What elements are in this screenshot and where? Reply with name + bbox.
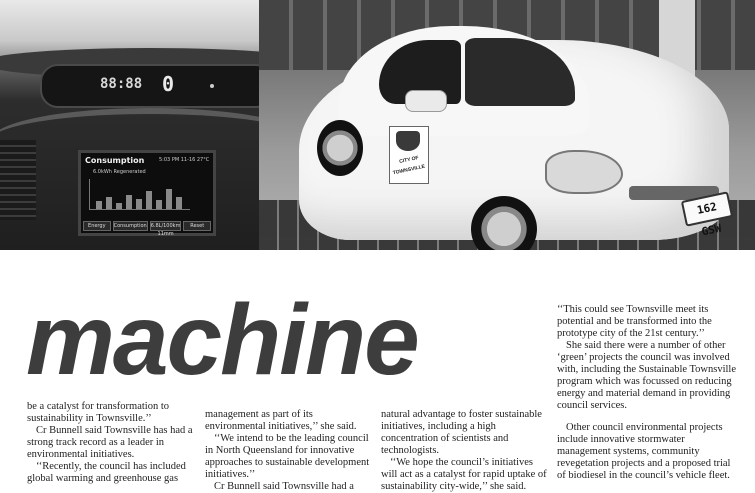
paragraph: Cr Bunnell said Townsville has had a strong track record as a leader in environmental initiatives. xyxy=(27,425,193,460)
air-vent-left xyxy=(0,140,36,220)
paragraph: ‘‘We intend to be the leading council in North Queensland for innovative approaches to sustainable development initiatives.’’ xyxy=(205,433,370,480)
paragraph: She said there were a number of other ‘green’ projects the council was involved with, including the Sustainable Townsville program which was focussed on reducing energy and material demand in providing council services. xyxy=(557,340,737,411)
article-column-1 xyxy=(27,401,197,485)
paragraph: Other council environmental projects include innovative stormwater management systems, community revegetation projects and a proposed trial of biodiesel in the council’s vehicle fleet. xyxy=(557,422,731,481)
car-mirror xyxy=(405,90,447,112)
display-tab: Energy xyxy=(83,221,111,231)
car-headlamp xyxy=(545,150,623,194)
consumption-bars xyxy=(89,179,190,210)
paragraph: ‘‘This could see Townsville meet its potential and be transformed into the prototype city of the 21st century.’’ xyxy=(557,304,712,339)
display-tab: 6.8L/100km 11mm xyxy=(150,223,181,237)
indicator-dot xyxy=(210,84,214,88)
paragraph: Cr Bunnell said Townsville had a xyxy=(214,481,354,492)
display-subtitle: 6.0kWh Regenerated xyxy=(93,169,146,175)
instrument-cluster xyxy=(40,64,274,108)
cluster-speed: 0 xyxy=(162,72,175,96)
display-tab: Consumption xyxy=(113,223,147,229)
paragraph: management as part of its environmental initiatives,’’ she said. xyxy=(205,409,357,432)
door-logo-line: CITY OF xyxy=(398,155,420,165)
crest-icon xyxy=(396,131,420,151)
car-rear-wheel xyxy=(317,120,363,176)
consumption-display xyxy=(78,150,216,236)
display-time: 5:03 PM 11-16 27°C xyxy=(159,157,210,163)
cluster-digits: 88:88 xyxy=(100,76,143,92)
article-column-4 xyxy=(557,304,739,482)
article-column-3 xyxy=(381,409,549,493)
paragraph: natural advantage to foster sustainable initiatives, including a high concentration of scientists and technologists. xyxy=(381,409,542,456)
paragraph: ‘‘We hope the council’s initiatives will act as a catalyst for rapid uptake of sustainability city-wide,’’ she said. xyxy=(381,457,547,492)
paragraph: ‘‘Recently, the council has included global warming and greenhouse gas xyxy=(27,461,186,484)
council-door-logo xyxy=(389,126,429,184)
number-plate: 162 GSW xyxy=(681,191,733,226)
article-column-2 xyxy=(205,409,373,493)
display-tabs xyxy=(83,221,211,237)
dashboard-photo xyxy=(0,0,298,250)
display-tab: Reset xyxy=(183,221,211,231)
display-title: Consumption xyxy=(85,156,145,165)
paragraph: be a catalyst for transformation to sustainability in Townsville.’’ xyxy=(27,401,169,424)
headline: machine xyxy=(26,284,418,396)
car-photo xyxy=(259,0,755,250)
door-logo-line: TOWNSVILLE xyxy=(392,163,426,177)
